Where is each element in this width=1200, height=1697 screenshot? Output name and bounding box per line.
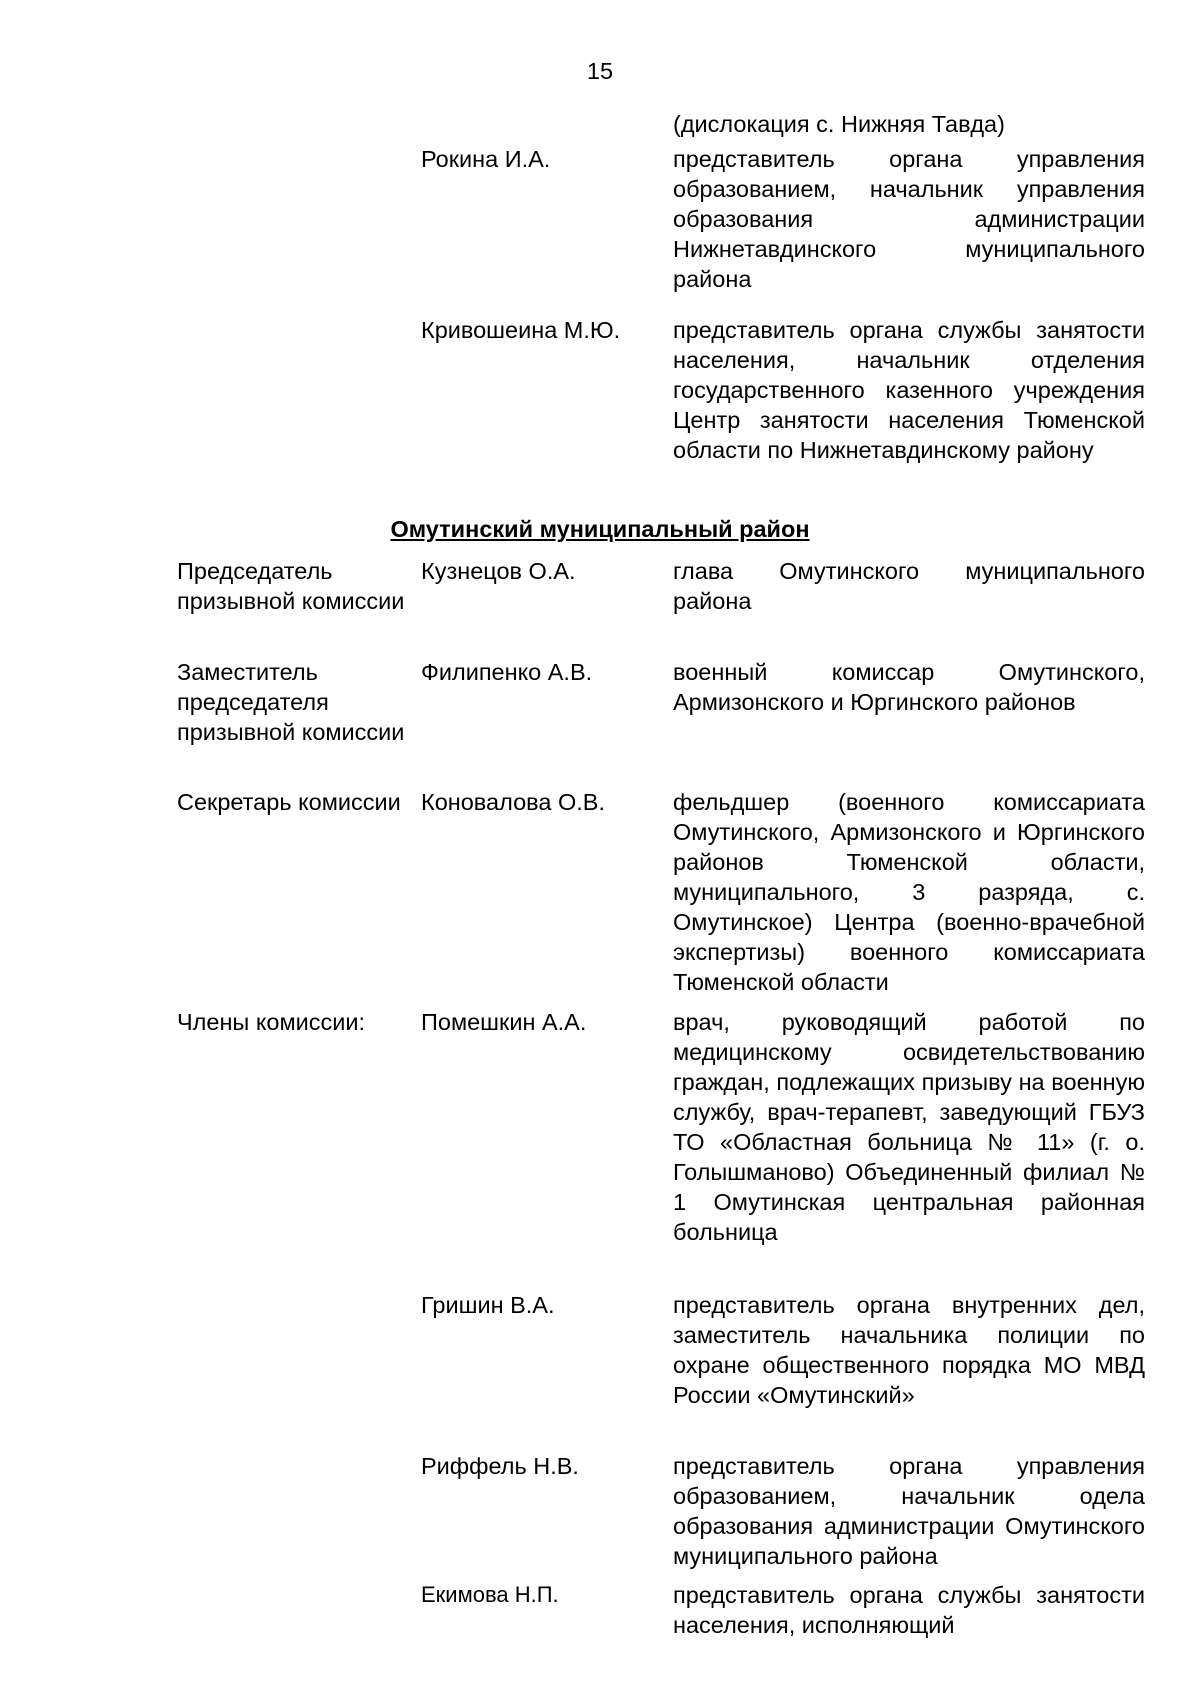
member-description: представитель органа службы занятости населения, начальник отделения государственного казенного учреждения Центр занятости населения Тюменской области по Нижнетавдинскому району	[673, 317, 1145, 463]
member-name: Помешкин А.А.	[421, 1009, 587, 1035]
member-description: фельдшер (военного комиссариата Омутинского, Армизонского и Юргинского районов Тюменской области, муниципального, 3 разряда, с. Омутинское) Центра (военно-врачебной экспертизы) военного комиссариата Тюменской области	[673, 789, 1145, 995]
member-name: Кривошеина М.Ю.	[421, 317, 621, 343]
member-description: военный комиссар Омутинского, Армизонского и Юргинского районов	[673, 659, 1145, 715]
member-name: Филипенко А.В.	[421, 659, 593, 685]
member-role: Члены комиссии:	[177, 1009, 366, 1035]
member-description: врач, руководящий работой по медицинскому освидетельствованию граждан, подлежащих призыву на военную службу, врач-терапевт, заведующий ГБУЗ ТО «Областная больница № 11» (г. о. Голышманово) Объединенный филиал № 1 Омутинская центральная районная больница	[673, 1009, 1145, 1245]
member-description: глава Омутинского муниципального района	[673, 558, 1145, 614]
member-description: представитель органа управления образованием, начальник одела образования администрации Омутинского муниципального района	[673, 1453, 1145, 1569]
member-name: Гришин В.А.	[421, 1292, 555, 1318]
member-description: представитель органа внутренних дел, заместитель начальника полиции по охране общественного порядка МО МВД России «Омутинский»	[673, 1292, 1145, 1408]
member-name: Рокина И.А.	[421, 146, 551, 172]
member-description: представитель органа управления образованием, начальник управления образования администрации Нижнетавдинского муниципального района	[673, 146, 1145, 292]
page-number: 15	[586, 58, 614, 84]
section-heading: Омутинский муниципальный район	[390, 516, 810, 542]
member-name: Кузнецов О.А.	[421, 558, 576, 584]
member-role: Заместитель председателя призывной комиссии	[177, 659, 405, 745]
member-name: Екимова Н.П.	[421, 1582, 559, 1607]
member-name: Риффель Н.В.	[421, 1453, 579, 1479]
member-name: Коновалова О.В.	[421, 789, 605, 815]
member-role: Секретарь комиссии	[177, 789, 401, 815]
member-description: представитель органа службы занятости населения, исполняющий	[673, 1582, 1145, 1638]
member-description: (дислокация с. Нижняя Тавда)	[673, 111, 1005, 137]
member-role: Председатель призывной комиссии	[177, 558, 405, 614]
